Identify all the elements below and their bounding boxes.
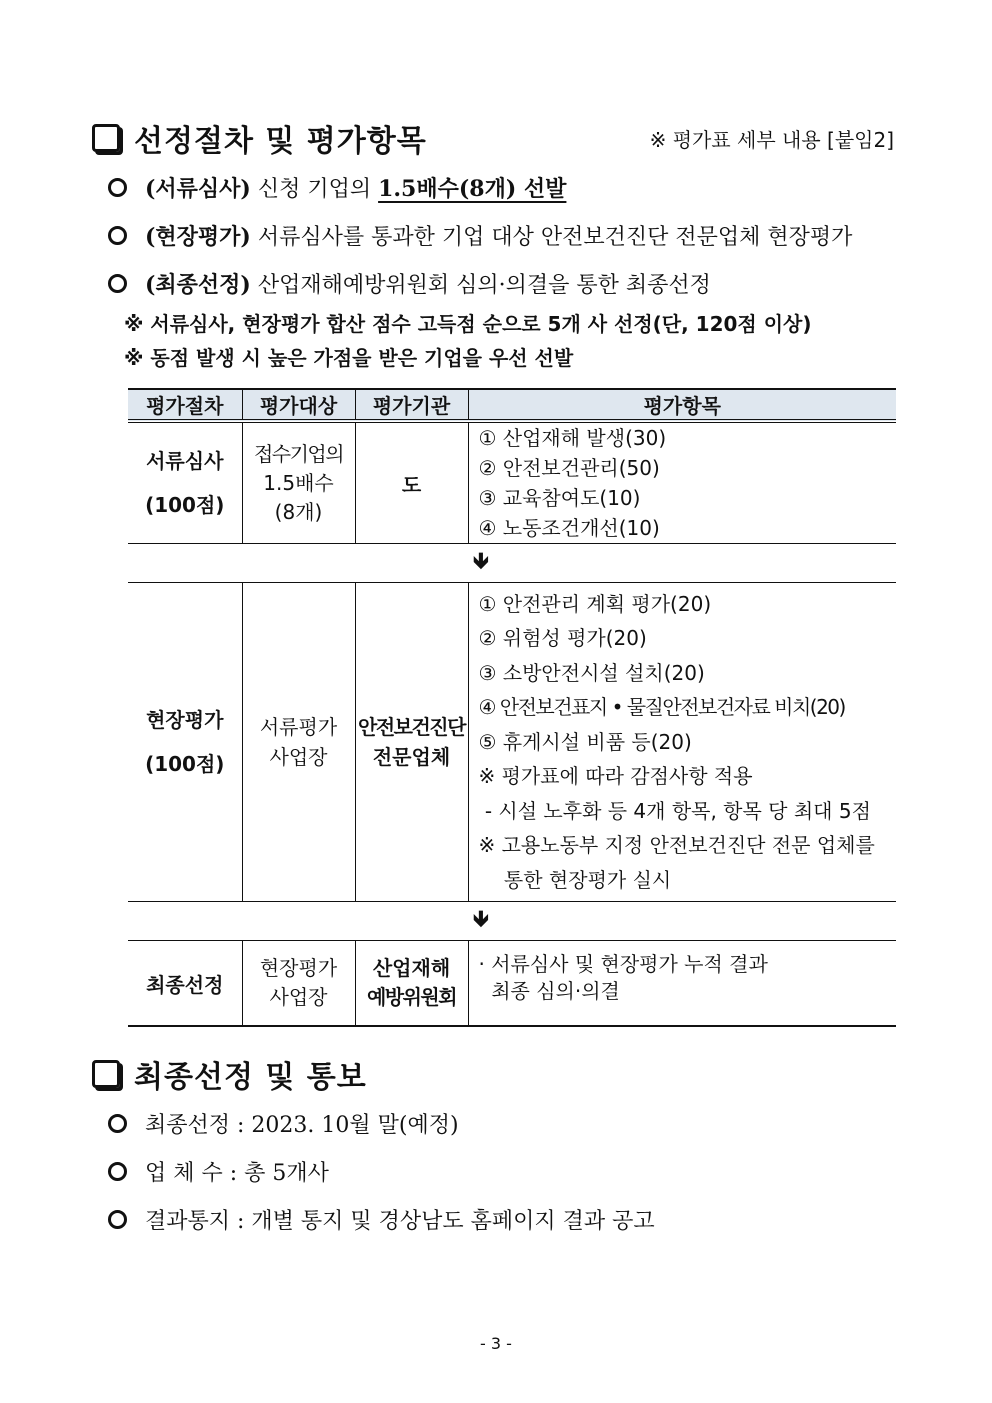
agency-cell bbox=[355, 941, 468, 1027]
item-line: ※ 고용노동부 지정 안전보건진단 전문 업체를 bbox=[478, 833, 875, 858]
circle-bullet-icon bbox=[108, 226, 127, 245]
header-items: 평가항목 bbox=[468, 389, 896, 421]
stage-name: 최종선정 bbox=[146, 972, 224, 997]
agency-line: 예방위원회 bbox=[366, 985, 457, 1009]
bullet-highlight: 1.5배수(8개) 선발 bbox=[378, 176, 567, 202]
header-target: 평가대상 bbox=[242, 389, 355, 421]
checkbox-square-icon bbox=[92, 1060, 120, 1088]
bullet-text: 산업재해예방위원회 심의·의결을 통한 최종선정 bbox=[257, 273, 711, 298]
bullet-text: 결과통지 : 개별 통지 및 경상남도 홈페이지 결과 공고 bbox=[145, 1209, 655, 1234]
target-line: 현장평가 bbox=[259, 956, 338, 980]
target-line: 1.5배수 bbox=[263, 470, 334, 495]
item-line: ① 산업재해 발생(30) bbox=[478, 426, 667, 450]
stage-name: 서류심사 bbox=[146, 449, 224, 473]
checkbox-square-icon bbox=[92, 124, 120, 152]
item-line: 최종 심의·의결 bbox=[478, 979, 620, 1003]
stage-points: (100점) bbox=[145, 752, 225, 776]
bullet-site-evaluation bbox=[108, 220, 852, 251]
stage-cell bbox=[128, 941, 242, 1027]
section-title-text: 최종선정 및 통보 bbox=[134, 1060, 367, 1095]
item-line: - 시설 노후화 등 4개 항목, 항목 당 최대 5점 bbox=[478, 798, 871, 823]
target-cell bbox=[242, 421, 355, 544]
attachment-note: ※ 평가표 세부 내용 [붙임2] bbox=[649, 128, 894, 152]
target-line: 사업장 bbox=[269, 745, 328, 769]
note-scoring: ※ 서류심사, 현장평가 합산 점수 고득점 순으로 5개 사 선정(단, 120점 이상) bbox=[124, 312, 812, 336]
bullet-final-date bbox=[108, 1108, 459, 1139]
stage-name: 현장평가 bbox=[146, 708, 224, 732]
circle-bullet-icon bbox=[108, 1210, 127, 1229]
item-line: · 서류심사 및 현장평가 누적 결과 bbox=[478, 952, 768, 976]
stage-cell bbox=[128, 583, 242, 902]
bullet-label: (서류심사) bbox=[145, 176, 251, 202]
circle-bullet-icon bbox=[108, 178, 127, 197]
stage-points: (100점) bbox=[145, 493, 225, 517]
header-agency: 평가기관 bbox=[355, 389, 468, 421]
bullet-label: (현장평가) bbox=[145, 224, 251, 250]
arrow-row bbox=[128, 902, 896, 941]
item-line: ※ 평가표에 따라 감점사항 적용 bbox=[478, 764, 753, 789]
target-line: 접수기업의 bbox=[253, 441, 344, 466]
circle-bullet-icon bbox=[108, 1162, 127, 1181]
down-arrow-icon: 🡻 bbox=[468, 544, 896, 583]
table-header-row bbox=[128, 389, 896, 421]
item-line: ⑤ 휴게시설 비품 등(20) bbox=[478, 729, 692, 754]
section-title-notification bbox=[92, 1052, 367, 1096]
header-procedure: 평가절차 bbox=[128, 389, 242, 421]
bullet-text: 서류심사를 통과한 기업 대상 안전보건진단 전문업체 현장평가 bbox=[257, 225, 853, 250]
table-row bbox=[128, 583, 896, 902]
bullet-company-count bbox=[108, 1156, 329, 1187]
bullet-final-selection bbox=[108, 268, 711, 299]
bullet-document-review bbox=[108, 172, 566, 203]
target-cell bbox=[242, 583, 355, 902]
item-line: ③ 교육참여도(10) bbox=[478, 486, 641, 510]
agency-line: 산업재해 bbox=[372, 956, 451, 980]
agency-line: 안전보건진단 bbox=[358, 715, 465, 739]
circle-bullet-icon bbox=[108, 274, 127, 293]
bullet-result-notice bbox=[108, 1204, 655, 1235]
bullet-label: (최종선정) bbox=[145, 272, 251, 298]
items-cell bbox=[468, 421, 896, 544]
stage-cell bbox=[128, 421, 242, 544]
arrow-row bbox=[128, 544, 896, 583]
table-row bbox=[128, 421, 896, 544]
agency-cell bbox=[355, 421, 468, 544]
agency-line: 도 bbox=[401, 472, 422, 497]
table-row bbox=[128, 941, 896, 1027]
page-number: - 3 - bbox=[480, 1334, 512, 1353]
target-line: 서류평가 bbox=[259, 715, 338, 739]
target-line: (8개) bbox=[274, 499, 323, 524]
target-line: 사업장 bbox=[269, 985, 328, 1009]
item-line: ② 위험성 평가(20) bbox=[478, 626, 647, 651]
items-cell bbox=[468, 941, 896, 1027]
item-line: ③ 소방안전시설 설치(20) bbox=[478, 660, 705, 685]
items-cell bbox=[468, 583, 896, 902]
agency-line: 전문업체 bbox=[372, 745, 451, 769]
item-line: ① 안전관리 계획 평가(20) bbox=[478, 591, 712, 616]
agency-cell bbox=[355, 583, 468, 902]
bullet-text: 신청 기업의 bbox=[257, 177, 372, 202]
section-title-selection bbox=[92, 116, 427, 160]
item-line: ② 안전보건관리(50) bbox=[478, 456, 660, 480]
item-line: 통한 현장평가 실시 bbox=[478, 867, 672, 892]
item-line: ④ 노동조건개선(10) bbox=[478, 516, 660, 540]
target-cell bbox=[242, 941, 355, 1027]
item-line: ④ 안전보건표지 • 물질안전보건자료 비치(20) bbox=[478, 695, 845, 720]
down-arrow-icon: 🡻 bbox=[468, 902, 896, 941]
note-tiebreak: ※ 동점 발생 시 높은 가점을 받은 기업을 우선 선발 bbox=[124, 346, 574, 370]
bullet-text: 업 체 수 : 총 5개사 bbox=[145, 1161, 329, 1186]
circle-bullet-icon bbox=[108, 1114, 127, 1133]
bullet-text: 최종선정 : 2023. 10월 말(예정) bbox=[145, 1113, 459, 1138]
evaluation-table bbox=[128, 388, 896, 1027]
section-title-text: 선정절차 및 평가항목 bbox=[134, 124, 427, 159]
